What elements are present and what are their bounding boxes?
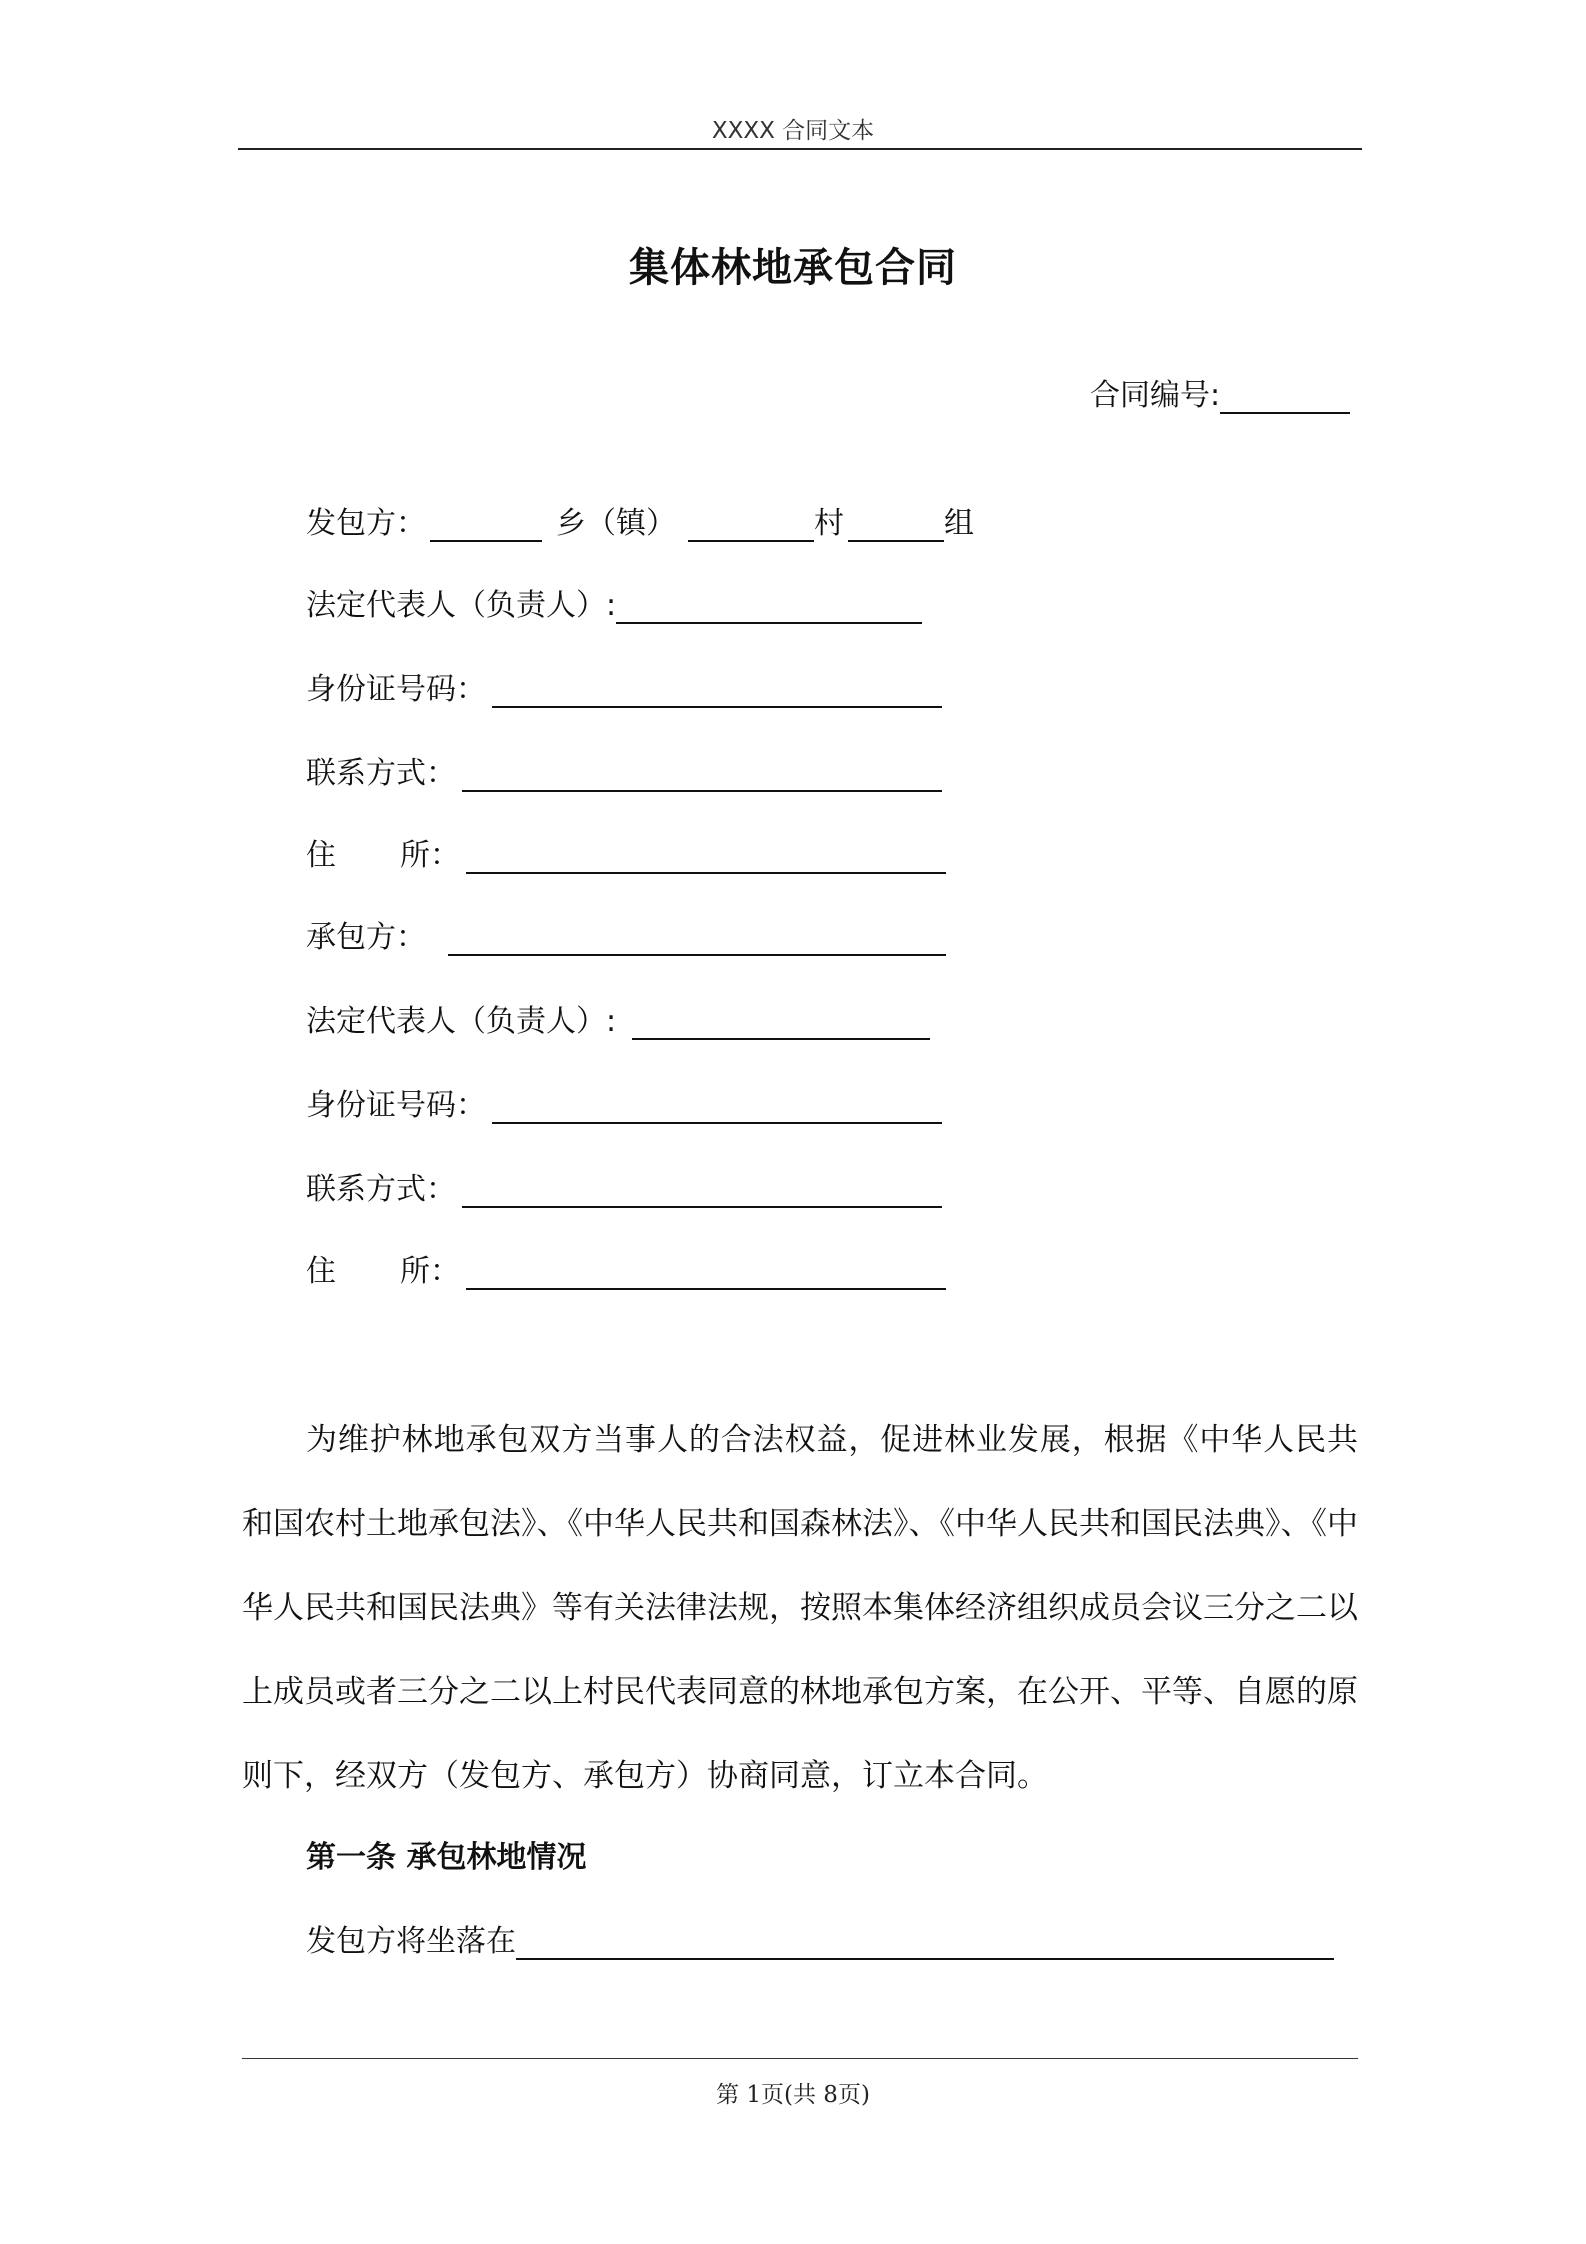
party-a-contact-label: 联系方式： — [306, 756, 456, 791]
party-a-address-field[interactable] — [466, 842, 946, 874]
party-b-rep-field[interactable] — [632, 1008, 930, 1040]
party-b-contact-field[interactable] — [462, 1176, 942, 1208]
party-a-rep-row — [306, 580, 922, 624]
party-a-row — [306, 498, 974, 542]
party-a-contact-row — [306, 748, 942, 792]
document-title: 集体林地承包合同 — [629, 245, 957, 291]
party-a-contact-field[interactable] — [462, 760, 942, 792]
land-location-field[interactable] — [516, 1928, 1334, 1960]
contract-number-row — [1090, 370, 1350, 414]
page-number: 第 1页(共 8页) — [716, 2082, 870, 2108]
township-label: 乡（镇） — [556, 506, 676, 541]
article-1-heading: 第一条 承包林地情况 — [306, 1840, 587, 1875]
party-b-field[interactable] — [448, 924, 946, 956]
party-a-village-field[interactable] — [688, 510, 814, 542]
party-b-address-field[interactable] — [466, 1258, 946, 1290]
page-header: XXXX 合同文本 — [711, 118, 875, 144]
party-a-address-label-1: 住 — [306, 838, 336, 873]
contract-number-label: 合同编号: — [1090, 378, 1221, 413]
party-a-township-field[interactable] — [430, 510, 542, 542]
group-label: 组 — [944, 506, 974, 541]
party-a-address-row — [306, 830, 946, 874]
party-b-id-field[interactable] — [492, 1092, 942, 1124]
party-b-id-label: 身份证号码： — [306, 1088, 486, 1123]
party-b-contact-label: 联系方式： — [306, 1172, 456, 1207]
contract-number-field[interactable] — [1220, 382, 1350, 414]
party-b-address-label-2: 所： — [400, 1254, 460, 1289]
party-b-id-row — [306, 1080, 942, 1124]
party-a-address-label-2: 所： — [400, 838, 460, 873]
party-b-address-row — [306, 1246, 946, 1290]
preamble-block — [242, 1398, 1358, 1818]
party-a-rep-label: 法定代表人（负责人）: — [306, 588, 617, 623]
party-b-address-label-1: 住 — [306, 1254, 336, 1289]
header-divider — [238, 148, 1362, 150]
article-1-text: 发包方将坐落在 — [306, 1924, 516, 1959]
party-b-contact-row — [306, 1164, 942, 1208]
party-a-group-field[interactable] — [848, 510, 944, 542]
party-b-rep-row — [306, 996, 930, 1040]
footer-divider — [242, 2058, 1358, 2059]
party-b-row — [306, 912, 946, 956]
party-b-rep-label: 法定代表人（负责人）: — [306, 1004, 617, 1039]
preamble-paragraph: 为维护林地承包双方当事人的合法权益，促进林业发展，根据《中华人民共和国农村土地承包法》、《中华人民共和国森林法》、《中华人民共和国民法典》、《中华人民共和国民法典》等有关法律法规，按照本集体经济组织成员会议三分之二以上成员或者三分之二以上村民代表同意的林地承包方案，在公开、平等、自愿的原则下，经双方（发包方、承包方）协商同意，订立本合同。 — [242, 1422, 1358, 1794]
party-b-label: 承包方： — [306, 920, 426, 955]
party-a-id-field[interactable] — [492, 676, 942, 708]
party-a-id-label: 身份证号码： — [306, 672, 486, 707]
article-1-location-row — [306, 1916, 1334, 1960]
party-a-id-row — [306, 664, 942, 708]
party-a-label: 发包方： — [306, 506, 426, 541]
party-a-rep-field[interactable] — [616, 592, 922, 624]
village-label: 村 — [814, 506, 844, 541]
